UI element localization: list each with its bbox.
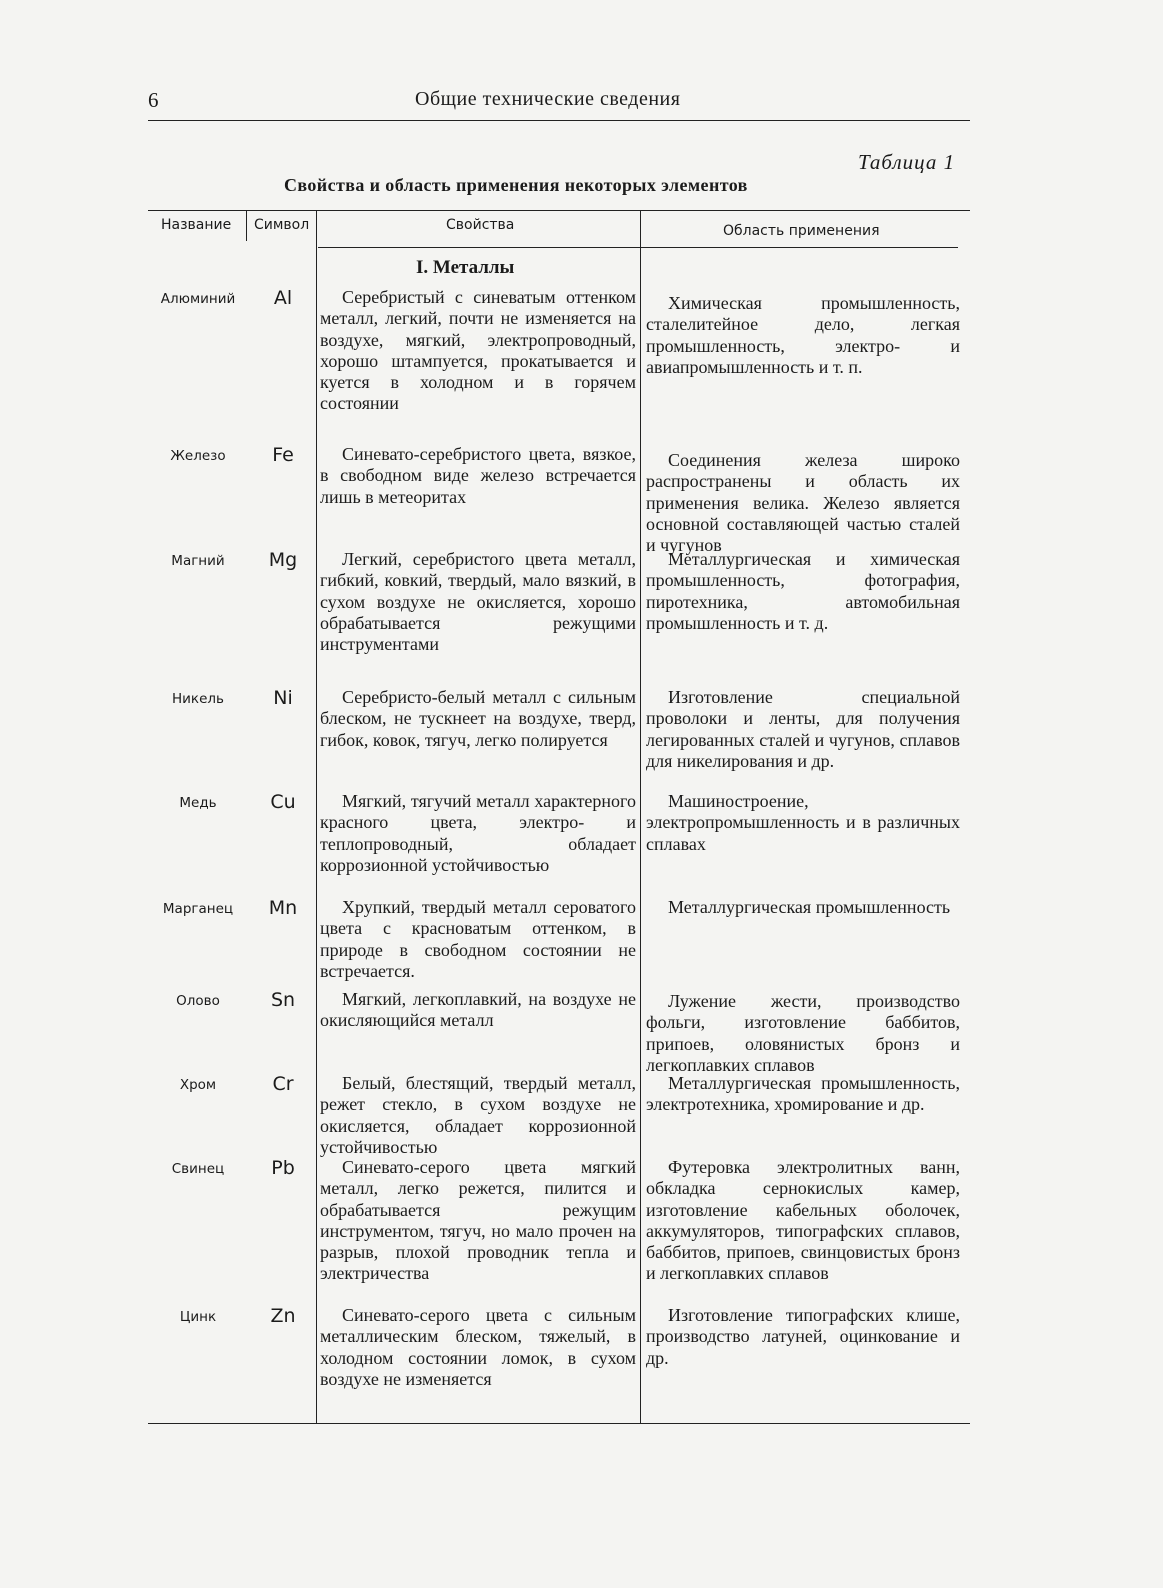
- element-application: Футеровка электролитных ванн, обкладка сернокислых камер, изготовление кабельных оболочек, аккумуляторов, типографских сплавов, баббитов, припоев, свинцовистых бронз и легкоплавких сплавов: [646, 1157, 960, 1284]
- element-application: Изготовление типографских клише, производство латуней, оцинкование и др.: [646, 1305, 960, 1368]
- column-header-symbol: Символ: [254, 217, 310, 233]
- element-application: Химическая промышленность, сталелитейное дело, легкая промышленность, электро- и авиапромышленность и т. п.: [646, 293, 960, 377]
- element-application: Металлургическая промышленность, электротехника, хромирование и др.: [646, 1073, 960, 1115]
- header-divider: [318, 247, 958, 248]
- column-header-properties: Свойства: [446, 217, 515, 233]
- element-name: Магний: [171, 553, 225, 569]
- page-number: 6: [148, 88, 159, 112]
- element-name: Хром: [179, 1077, 217, 1093]
- element-name: Медь: [179, 795, 217, 811]
- element-symbol: Cu: [270, 791, 296, 813]
- element-application: Соединения железа широко распространены и область их применения велика. Железо является основной составляющей частью сталей и чугунов: [646, 450, 960, 556]
- element-name: Свинец: [171, 1161, 225, 1177]
- element-symbol: Fe: [272, 444, 294, 466]
- properties-table: [148, 210, 970, 1424]
- element-properties: Мягкий, легкоплавкий, на воздухе не окисляющийся металл: [320, 989, 636, 1031]
- element-properties: Серебристо-белый металл с сильным блеском, не тускнеет на воздухе, тверд, гибок, ковок, тягуч, легко полируется: [320, 687, 636, 750]
- element-name: Алюминий: [160, 291, 236, 307]
- element-properties: Синевато-серого цвета с сильным металлическим блеском, тяжелый, в холодном состоянии ломок, в сухом воздухе не изменяется: [320, 1305, 636, 1389]
- element-symbol: Cr: [272, 1073, 294, 1095]
- element-name: Цинк: [179, 1309, 217, 1325]
- element-application: Машиностроение, электропромышленность и в различных сплавах: [646, 791, 960, 854]
- header-rule: [148, 120, 970, 121]
- element-symbol: Mn: [268, 897, 298, 919]
- element-symbol: Sn: [270, 989, 296, 1011]
- element-symbol: Zn: [270, 1305, 296, 1327]
- section-title: I. Металлы: [416, 257, 515, 278]
- running-title: Общие технические сведения: [415, 88, 681, 110]
- column-header-name: Название: [161, 217, 232, 233]
- element-name: Марганец: [162, 901, 234, 917]
- element-properties: Мягкий, тягучий металл характерного красного цвета, электро- и теплопроводный, обладает коррозионной устойчивостью: [320, 791, 636, 875]
- element-symbol: Al: [273, 287, 293, 309]
- column-header-application: Область применения: [723, 223, 880, 239]
- element-properties: Хрупкий, твердый металл сероватого цвета с красноватым оттенком, в природе в свободном состоянии не встречается.: [320, 897, 636, 981]
- table-title: Свойства и область применения некоторых элементов: [284, 175, 748, 195]
- element-application: Изготовление специальной проволоки и ленты, для получения легированных сталей и чугунов, сплавов для никелирования и др.: [646, 687, 960, 771]
- element-name: Железо: [170, 448, 226, 464]
- element-symbol: Ni: [273, 687, 293, 709]
- element-properties: Серебристый с синеватым оттенком металл, легкий, почти не изменяется на воздухе, мягкий, электропроводный, хорошо штампуется, прокатывается и куется в холодном и в горячем состоянии: [320, 287, 636, 414]
- element-properties: Белый, блестящий, твердый металл, режет стекло, в сухом воздухе не окисляется, обладает коррозионной устойчивостью: [320, 1073, 636, 1157]
- element-name: Никель: [172, 691, 224, 707]
- column-divider: [316, 211, 317, 1423]
- element-properties: Синевато-серого цвета мягкий металл, легко режется, пилится и обрабатывается режущим инструментом, тягуч, но мало прочен на разрыв, плохой проводник тепла и электричества: [320, 1157, 636, 1284]
- element-properties: Легкий, серебристого цвета металл, гибкий, ковкий, твердый, мало вязкий, в сухом воздухе не окисляется, хорошо обрабатывается режущими инструментами: [320, 549, 636, 655]
- element-application: Металлургическая и химическая промышленность, фотография, пиротехника, автомобильная промышленность и т. д.: [646, 549, 960, 633]
- element-name: Олово: [176, 993, 220, 1009]
- column-divider: [640, 211, 641, 1423]
- table-label: Таблица 1: [858, 150, 956, 174]
- element-symbol: Pb: [271, 1157, 295, 1179]
- element-application: Лужение жести, производство фольги, изготовление баббитов, припоев, оловянистых бронз и легкоплавких сплавов: [646, 991, 960, 1075]
- column-divider: [246, 211, 247, 241]
- element-application: Металлургическая промышленность: [668, 897, 951, 917]
- element-symbol: Mg: [268, 549, 298, 571]
- element-properties: Синевато-серебристого цвета, вязкое, в свободном виде железо встречается лишь в метеоритах: [320, 444, 636, 507]
